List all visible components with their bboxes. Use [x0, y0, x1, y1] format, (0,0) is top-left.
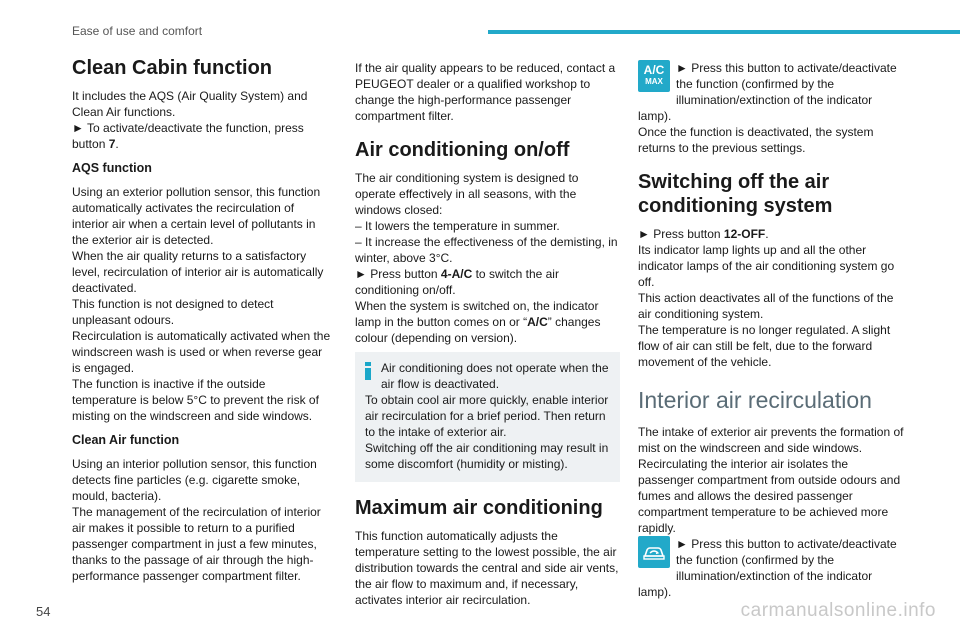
max-ac-paragraph: This function automatically adjusts the temperature setting to the lowest possible, the air distribution towards the central and side air vents, the air flow to maximum and, if necessary, activates interior air recirculation.: [355, 529, 619, 607]
ac-off-heading: Switching off the air conditioning system: [638, 171, 833, 217]
ac-paragraph: When the system is switched on, the indicator lamp in the button comes on or “A/C” changes colour (depending on version).: [355, 299, 601, 345]
note-text: Switching off the air conditioning may result in some discomfort (humidity or misting).: [365, 441, 609, 471]
ac-paragraph: The air conditioning system is designed to operate effectively in all seasons, with the windows closed:: [355, 171, 579, 217]
max-ac-paragraph: Once the function is deactivated, the system returns to the previous settings.: [638, 125, 874, 155]
info-icon: [365, 362, 371, 380]
ac-off-instruction: ► Press button 12-OFF.: [638, 227, 769, 241]
max-ac-heading: Maximum air conditioning: [355, 497, 603, 519]
clean-cabin-intro: It includes the AQS (Air Quality System) and Clean Air functions.: [72, 89, 308, 119]
watermark: carmanualsonline.info: [740, 600, 936, 621]
aqs-heading: AQS function: [72, 161, 152, 175]
filter-paragraph: If the air quality appears to be reduced, contact a PEUGEOT dealer or a qualified workshop to change the high-performance passenger compartment filter.: [355, 61, 616, 123]
info-note: [355, 352, 620, 482]
ac-max-button-icon: A/C MAX: [638, 60, 670, 92]
page-number: 54: [36, 604, 51, 619]
column-3: [638, 56, 906, 600]
recirculation-paragraph: The intake of exterior air prevents the formation of mist on the windscreen and side windows.: [638, 425, 904, 455]
ac-off-paragraph: Its indicator lamp lights up and all the other indicator lamps of the air conditioning system go off.: [638, 243, 895, 289]
ac-list-item: – It lowers the temperature in summer.: [355, 219, 560, 233]
clean-air-paragraph: The management of the recirculation of interior air makes it possible to return to a purified passenger compartment in just a few minutes, thanks to the passage of air through the high-performance passenger compartment filter.: [72, 505, 321, 583]
aqs-paragraph: The function is inactive if the outside temperature is below 5°C to prevent the risk of misting on the windscreen and side windows.: [72, 377, 319, 423]
column-1: [72, 56, 332, 584]
recirculation-instruction: ► Press this button to activate/deactivate the function (confirmed by the illumination/extinction of the indicator lamp).: [638, 537, 897, 599]
clean-cabin-heading: Clean Cabin function: [72, 57, 272, 79]
max-ac-instruction: ► Press this button to activate/deactivate the function (confirmed by the illumination/extinction of the indicator lamp).: [638, 61, 897, 123]
aqs-paragraph: This function is not designed to detect unpleasant odours.: [72, 297, 274, 327]
recirculation-heading: Interior air recirculation: [638, 387, 872, 413]
ac-onoff-heading: Air conditioning on/off: [355, 139, 570, 161]
ac-off-paragraph: This action deactivates all of the functions of the air conditioning system.: [638, 291, 894, 321]
clean-air-heading: Clean Air function: [72, 433, 180, 447]
header-accent-bar: [488, 30, 960, 34]
ac-instruction: ► Press button 4-A/C to switch the air conditioning on/off.: [355, 267, 559, 297]
chapter-title: Ease of use and comfort: [72, 24, 203, 38]
note-text: To obtain cool air more quickly, enable interior air recirculation for a brief period. Then return to the intake of exterior air.: [365, 393, 609, 439]
aqs-paragraph: Using an exterior pollution sensor, this function automatically activates the recirculation of interior air when a certain level of pollutants in the exterior air is detected.: [72, 185, 321, 247]
aqs-paragraph: Recirculation is automatically activated when the windscreen wash is used or when reverse gear is engaged.: [72, 329, 331, 375]
car-recirculation-icon: [638, 536, 670, 568]
ac-list-item: – It increase the effectiveness of the demisting, in winter, above 3°C.: [355, 235, 618, 265]
recirculation-button-icon: [638, 536, 670, 568]
note-text: Air conditioning does not operate when the air flow is deactivated.: [381, 361, 609, 391]
clean-air-paragraph: Using an interior pollution sensor, this function detects fine particles (e.g. cigarette smoke, mould, bacteria).: [72, 457, 317, 503]
aqs-paragraph: When the air quality returns to a satisfactory level, recirculation of interior air is automatically deactivated.: [72, 249, 324, 295]
clean-cabin-instruction: ► To activate/deactivate the function, press button 7.: [72, 121, 304, 151]
recirculation-paragraph: Recirculating the interior air isolates the passenger compartment from outside odours and fumes and allows the desired passenger compartment temperature to be achieved more rapidly.: [638, 457, 901, 535]
ac-off-paragraph: The temperature is no longer regulated. A slight flow of air can still be felt, due to the forward movement of the vehicle.: [638, 323, 891, 369]
column-2: [355, 56, 620, 608]
